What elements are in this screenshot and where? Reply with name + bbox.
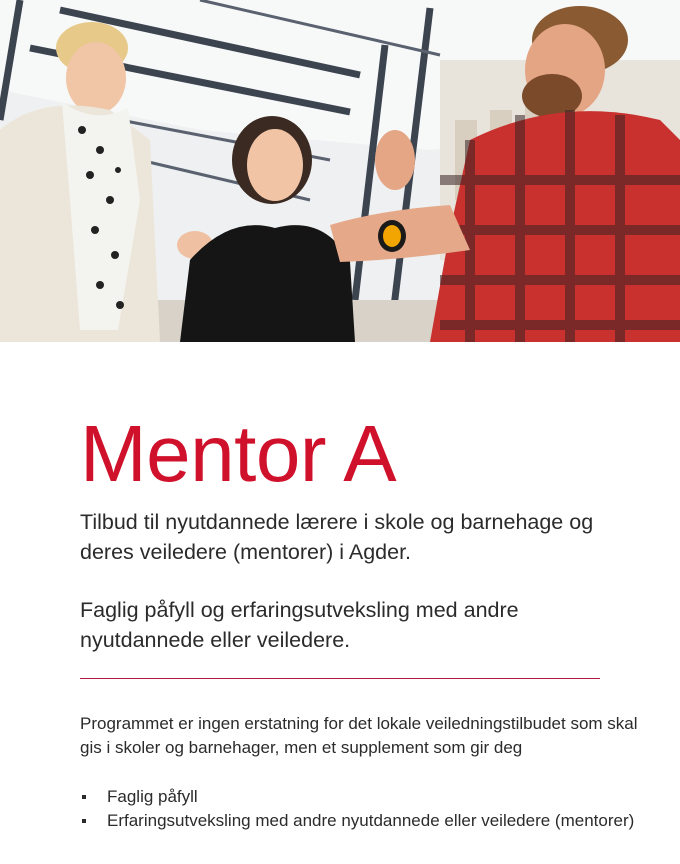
hero-photo — [0, 0, 680, 342]
benefit-list — [80, 785, 640, 833]
divider — [80, 678, 600, 679]
list-item-text: Erfaringsutveksling med andre nyutdannede eller veiledere (mentorer) — [107, 811, 635, 830]
intro-paragraph-2: Faglig påfyll og erfaringsutveksling med andre nyutdannede eller veiledere. — [80, 598, 519, 652]
list-item — [80, 785, 640, 809]
body-paragraph: Programmet er ingen erstatning for det lokale veiledningstilbudet som skal gis i skoler og barnehager, men et supplement som gir deg — [80, 714, 638, 757]
intro-paragraph-1: Tilbud til nyutdannede lærere i skole og barnehage og deres veiledere (mentorer) i Agder. — [80, 510, 594, 564]
list-item-text: Faglig påfyll — [107, 787, 198, 806]
page-title: Mentor A — [80, 409, 397, 498]
bullet-icon — [82, 795, 86, 799]
bullet-icon — [82, 819, 86, 823]
list-item — [80, 809, 640, 833]
